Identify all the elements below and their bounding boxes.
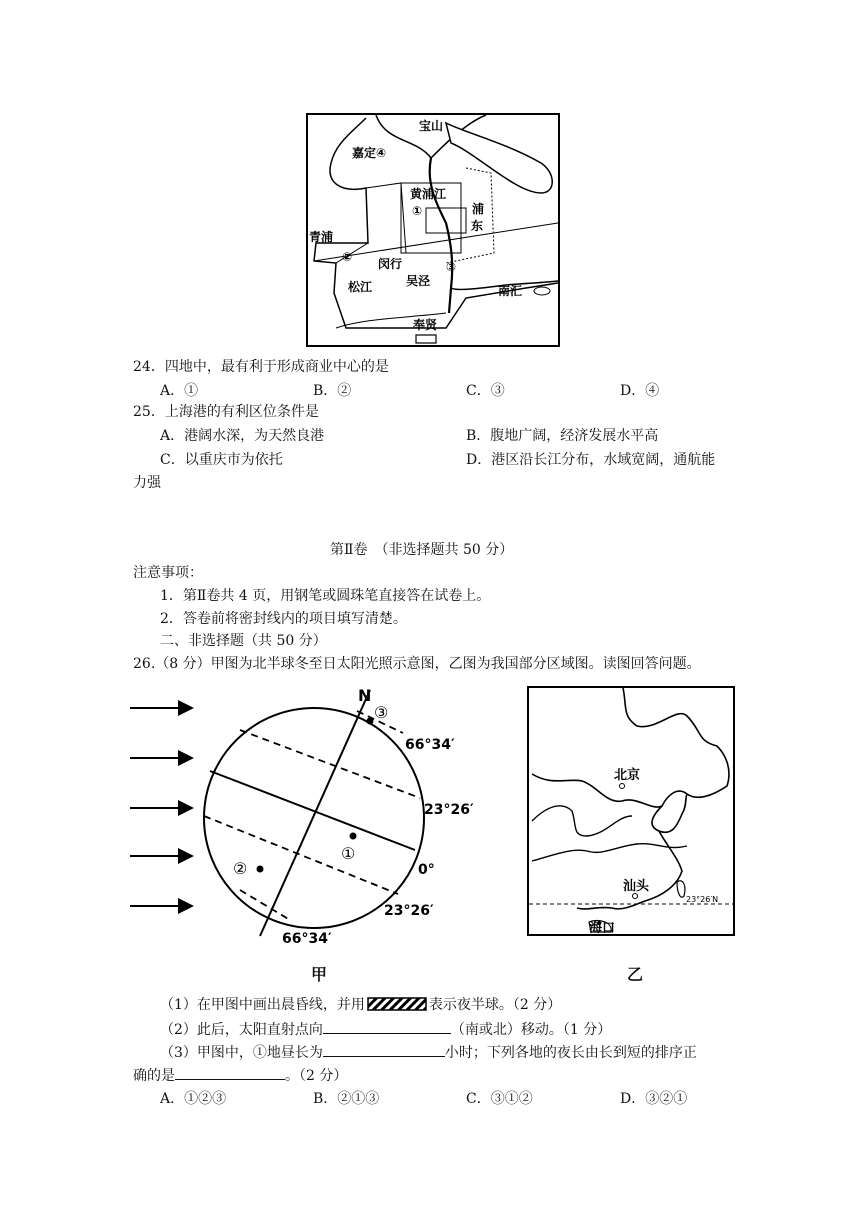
- map-label-huangpujiang: 黄浦江: [410, 187, 447, 201]
- lat-66-bottom-label: 66°34′: [282, 931, 332, 947]
- q26-sub2-text-a: （2）此后，太阳直射点向: [160, 1022, 323, 1038]
- shanghai-map: [306, 113, 560, 347]
- map-label-pudong-2: 东: [471, 219, 484, 233]
- q26-sub3: [160, 1043, 697, 1062]
- q26-stem: 26.（8 分）甲图为北半球冬至日太阳光照示意图，乙图为我国部分区域图。读图回答问题。: [133, 656, 701, 672]
- point-2-label: ②: [233, 859, 248, 878]
- figure-jia-caption: 甲: [311, 965, 328, 984]
- q24-option-b: B．②: [313, 383, 352, 399]
- q26-sub1: [160, 996, 561, 1014]
- shantou-label: 汕头: [623, 879, 650, 894]
- q26-option-c: C．③①②: [466, 1091, 533, 1107]
- map-label-pudong-1: 浦: [472, 202, 485, 216]
- section-heading: 二、非选择题（共 50 分）: [160, 633, 327, 649]
- notice-2: 2．答卷前将密封线内的项目填写清楚。: [160, 611, 407, 627]
- q25-option-a: A．港阔水深，为天然良港: [160, 428, 325, 444]
- q26-sub3-cont: [133, 1066, 347, 1085]
- figure-yi: [527, 686, 735, 936]
- q26-sub2: [160, 1020, 611, 1039]
- q26-sub3-text-c: 确的是: [133, 1068, 175, 1084]
- map-marker-1: ①: [412, 204, 423, 218]
- part2-heading: 第Ⅱ卷 （非选择题共 50 分）: [330, 542, 514, 558]
- night-hatch-legend: [367, 997, 427, 1011]
- map-label-nanhui: 南汇: [498, 284, 523, 298]
- q24-stem: 24．四地中，最有利于形成商业中心的是: [133, 359, 389, 375]
- map-label-jiading: 嘉定④: [352, 146, 387, 160]
- q26-sub2-text-b: （南或北）移动。（1 分）: [450, 1022, 612, 1038]
- map-marker-3: ③: [446, 260, 457, 274]
- q26-sub3-text-b: 小时；下列各地的夜长由长到短的排序正: [444, 1045, 697, 1061]
- q26-sub1-text-b: 表示夜半球。（2 分）: [428, 997, 562, 1013]
- earth-axis: [260, 690, 370, 936]
- map-label-fengxian: 奉贤: [413, 318, 438, 332]
- q24-option-d: D．④: [620, 383, 660, 399]
- lat-23-bottom-label: 23°26′: [384, 903, 434, 919]
- answer-blank-direction[interactable]: [323, 1020, 451, 1034]
- q25-option-d-cont: 力强: [133, 475, 161, 491]
- answer-blank-day-length[interactable]: [323, 1043, 445, 1057]
- map-label-songjiang: 松江: [348, 280, 373, 294]
- q25-option-d: D．港区沿长江分布，水域宽阔，通航能: [466, 452, 716, 468]
- map-label-qingpu: 青浦: [309, 230, 334, 244]
- map-marker-2: ②: [342, 250, 353, 264]
- haikou-label: 海口: [589, 921, 616, 936]
- q26-sub3-text-d: 。（2 分）: [285, 1068, 348, 1084]
- lat-0-label: 0°: [418, 862, 435, 878]
- lat-66-top-label: 66°34′: [405, 737, 455, 753]
- q25-option-b: B．腹地广阔，经济发展水平高: [466, 428, 659, 444]
- q26-sub3-text-a: （3）甲图中，①地昼长为: [160, 1045, 323, 1061]
- north-label: N: [358, 686, 372, 705]
- answer-blank-order[interactable]: [175, 1066, 285, 1080]
- point-3-label: ③: [374, 703, 389, 722]
- q25-stem: 25．上海港的有利区位条件是: [133, 404, 319, 420]
- beijing-label: 北京: [614, 768, 641, 783]
- q26-option-b: B．②①③: [313, 1091, 380, 1107]
- lat-23-top-label: 23°26′: [424, 802, 474, 818]
- earth-globe: [204, 708, 424, 928]
- notice-title: 注意事项：: [133, 565, 203, 581]
- notice-1: 1．第Ⅱ卷共 4 页，用钢笔或圆珠笔直接答在试卷上。: [160, 588, 491, 604]
- point-1-label: ①: [341, 844, 356, 863]
- q26-option-a: A．①②③: [160, 1091, 227, 1107]
- q24-option-a: A．①: [160, 383, 199, 399]
- q24-option-c: C．③: [466, 383, 505, 399]
- q26-option-d: D．③②①: [620, 1091, 688, 1107]
- map-label-baoshan: 宝山: [419, 119, 444, 133]
- tropic-label: 23°26′N: [686, 895, 719, 904]
- figure-jia: [130, 680, 474, 950]
- map-label-minhang: 闵行: [378, 257, 403, 271]
- q26-sub1-text-a: （1）在甲图中画出晨昏线，并用: [160, 997, 365, 1013]
- figure-yi-caption: 乙: [627, 965, 644, 984]
- q25-option-c: C．以重庆市为依托: [160, 452, 283, 468]
- map-label-wujing: 吴泾: [406, 274, 431, 288]
